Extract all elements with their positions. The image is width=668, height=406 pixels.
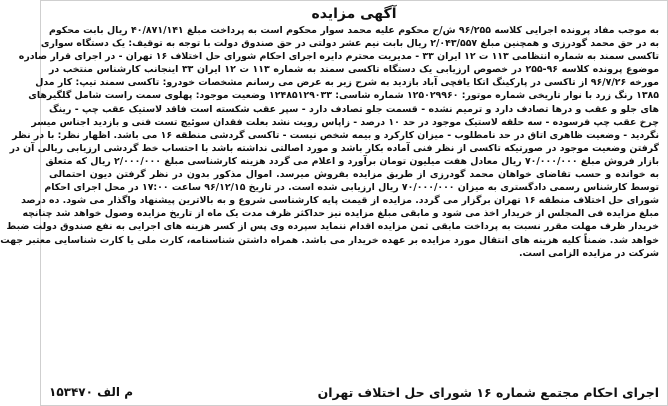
notice-line: به در حق محمد گودرزی و همچنین مبلغ ۲/۰۴۳/۵۵۷ ریال بابت نیم عشر دولتی در حق صندوق دولت با توجه به توقیف: یک دستگاه سواری bbox=[40, 38, 659, 50]
notice-line: به خوانده و حسب تقاضای خواهان محمد گودرزی از طریق مزایده بفروش میرسد. اموال مذکور بدون در نظر گرفتن دیون احتمالی bbox=[49, 169, 659, 181]
notice-line: شرکت در مزایده الزامی است. bbox=[519, 247, 659, 259]
notice-body bbox=[0, 24, 659, 260]
notice-line: های جلو و عقب و درها تصادف دارد و ترمیم نشده - قسمت جلو تصادف دارد - سپر عقب شکسته است فاقد لاستیک عقب چپ - رینگ bbox=[49, 103, 659, 115]
notice-line: خواهد شد. ضمناً کلیه هزینه های انتقال مورد مزایده بر عهده خریدار می باشد. همراه داشتن شناسنامه، کارت ملی یا کارت شناسایی معتبر جهت bbox=[0, 234, 659, 246]
issuer-name: اجرای احکام مجتمع شماره ۱۶ شورای حل اختلاف تهران bbox=[317, 384, 659, 400]
notice-line: به موجب مفاد پرونده اجرایی کلاسه ۹۶/۲۵۵ ش/ح محکوم علیه محمد سوار محکوم است به پرداخت مبلغ ۴۰/۸۷۱/۱۴۱ ریال بابت محکوم bbox=[49, 25, 659, 36]
notice-line: ۱۳۸۵ رنگ زرد با نوار تاریخی شماره موتور: ۱۲۵۰۲۹۹۶۰ شماره شاسی: ۱۲۴۸۵۱۲۹۰۳۳ وضعیت موجود: پهلوی سمت راست شامل گلگیرهای bbox=[28, 90, 659, 102]
notice-line: موضوع پرونده کلاسه ۹۶-۲۵۵ در خصوص ارزیابی یک دستگاه تاکسی سمند به شماره ۱۱۳ ت ۱۲ ایران ۳۳ اینجانب کارشناس منتخب در bbox=[49, 64, 659, 76]
notice-line: خریدار ظرف مهلت مقرر نسبت به پرداخت مابقی ثمن مزایده اقدام ننماید سپرده وی پس از کسر هزینه های اجرایی به نفع صندوق دولت ضبط bbox=[6, 221, 659, 233]
notice-line: چرخ عقب چپ فرسوده - سه حلقه لاستیک موجود در حد ۱۰ درصد - زاپاس رویت نشد بعلت فقدان سوئیچ تست فنی و بازدید اجناس میسر bbox=[31, 116, 659, 128]
notice-line: بازار فروش مبلغ ۷۰/۰۰۰/۰۰۰ ریال معادل هفت میلیون تومان برآورد و اعلام می گردد هزینه کارشناسی مبلغ ۲/۰۰۰/۰۰۰ ریال که متعلق bbox=[45, 155, 659, 167]
notice-line: تاکسی سمند به شماره انتظامی ۱۱۳ ت ۱۲ ایران ۳۳ - مدیریت محترم دایره اجرای احکام شورای حل اختلاف ۱۶ تهران - در اجرای قرار صادره bbox=[18, 51, 659, 63]
notice-line: شورای حل اختلاف منطقه ۱۶ تهران برگزار می گردد. مزایده از قیمت پایه کارشناسی شروع و به بالاترین پیشنهاد واگذار می شود. ده درصد bbox=[21, 195, 659, 207]
notice-line: نگردید - وضعیت ظاهری اتاق در حد نامطلوب - میزان کارکرد و بیمه شخص نیست - تاکسی گردشی منطقه ۱۶ می باشد. اظهار نظر: با در نظر bbox=[12, 129, 659, 141]
notice-footer bbox=[49, 383, 659, 401]
notice-code: م الف ۱۵۳۴۷۰ bbox=[49, 385, 134, 399]
notice-line: مورخه ۹۶/۷/۲۶ از تاکسی در پارکینگ اتکا یافچی آباد بازدید به شرح زیر به عرض می رسانم مشخصات خودرو: تاکسی سمند تیپ: کار مدل bbox=[35, 77, 659, 89]
notice-line: گرفتن وضعیت موجود در صورتیکه تاکسی از نظر فنی آماده بکار باشد و مورد اصالتی نداشته باشد با احتساب خط گردشی ارزیابی ریالی آن در bbox=[9, 142, 659, 154]
notice-line: مبلغ مزایده فی المجلس از خریدار اخذ می شود و مابقی مبلغ مزایده نیز حداکثر ظرف مدت یک ماه از تاریخ مزایده وصول خواهد شد چنانچه bbox=[22, 208, 659, 220]
notice-title: آگهی مزایده bbox=[311, 6, 397, 22]
notice-line: توسط کارشناس رسمی دادگستری به میزان ۷۰/۰۰۰/۰۰۰ ریال ارزیابی شده است. در تاریخ ۹۶/۱۲/۱۵ ساعت ۱۷:۰۰ در محل اجرای احکام bbox=[44, 182, 659, 194]
